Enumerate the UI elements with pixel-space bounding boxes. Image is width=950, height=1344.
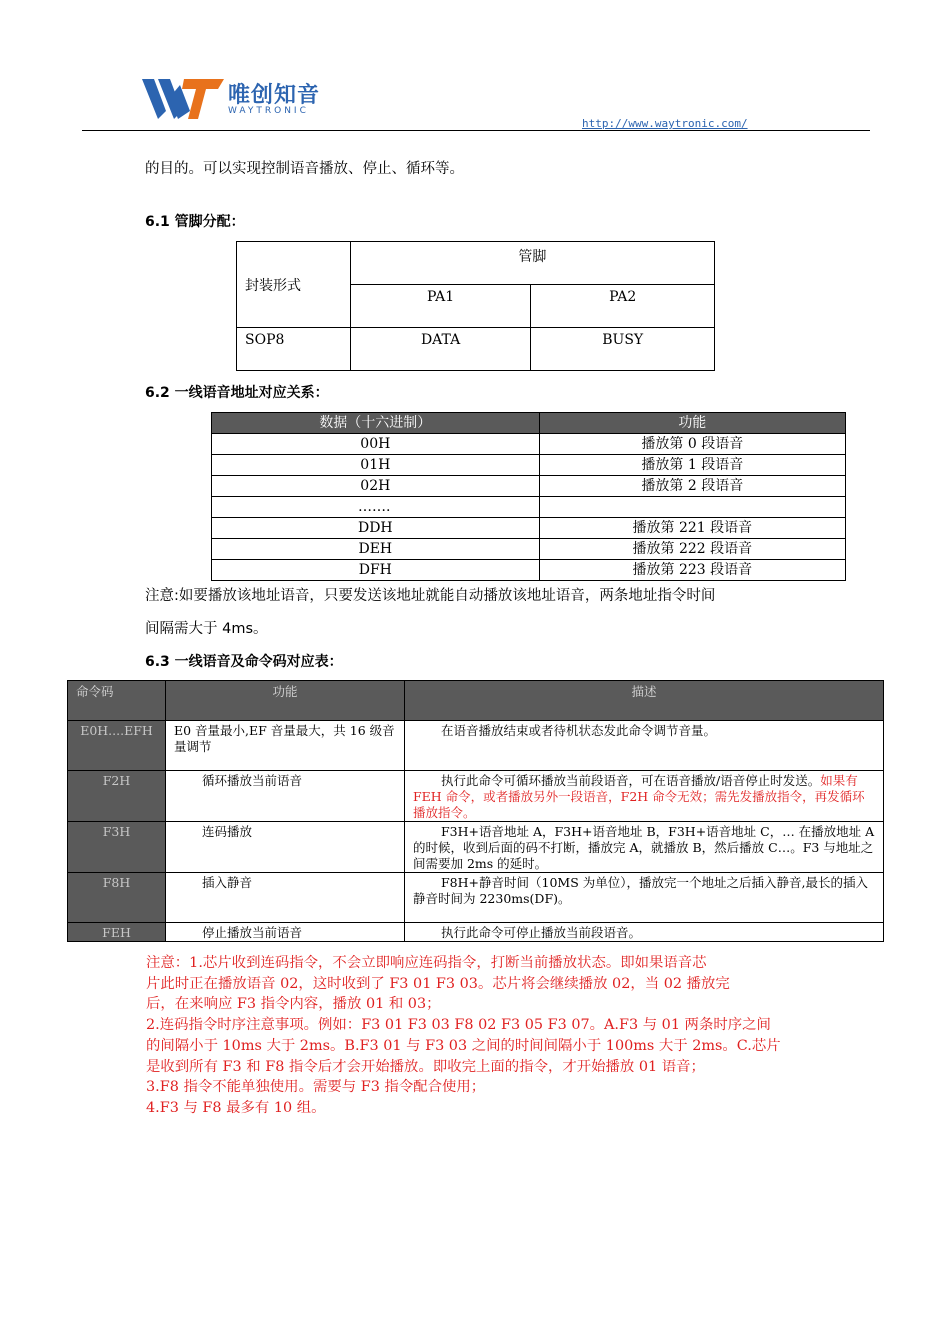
table-row	[68, 923, 884, 942]
table-row	[212, 434, 846, 455]
note-line: 的间隔小于 10ms 大于 2ms。B.F3 01 与 F3 03 之间的时间间隔小于 100ms 大于 2ms。C.芯片	[146, 1037, 781, 1054]
func-cell: 播放第 1 段语音	[539, 455, 845, 476]
pin-assignment-table	[236, 241, 715, 371]
desc-text: F8H+静音时间（10MS 为单位），播放完一个地址之后插入静音,最长的插入静音时间为 2230ms(DF)。	[413, 875, 868, 906]
section-6-2-heading: 6.2 一线语音地址对应关系：	[145, 385, 329, 401]
code-cell: F8H	[68, 873, 166, 923]
table-row	[68, 721, 884, 771]
waytronic-logo-icon	[142, 77, 224, 121]
header-url-link[interactable]: http://www.waytronic.com/	[582, 117, 748, 130]
code-cell: FEH	[68, 923, 166, 942]
func-cell: 播放第 221 段语音	[539, 518, 845, 539]
func-cell: 循环播放当前语音	[166, 771, 405, 822]
desc-cell	[405, 771, 884, 822]
desc-text: 执行此命令可循环播放当前段语音，可在语音播放/语音停止时发送。	[441, 773, 821, 788]
col-desc-header: 描述	[405, 681, 884, 721]
logo-text-cn: 唯创知音	[228, 83, 321, 108]
data-cell: 00H	[212, 434, 540, 455]
desc-cell	[405, 822, 884, 873]
data-cell: DDH	[212, 518, 540, 539]
note-line: 4.F3 与 F8 最多有 10 组。	[146, 1099, 326, 1116]
func-cell: 播放第 2 段语音	[539, 476, 845, 497]
header-divider	[82, 130, 870, 131]
note-line: 注意：1.芯片收到连码指令，不会立即响应连码指令，打断当前播放状态。即如果语音芯	[146, 955, 707, 971]
data-cell: …….	[212, 497, 540, 518]
code-cell: E0H....EFH	[68, 721, 166, 771]
table-row	[68, 822, 884, 873]
package-cell: SOP8	[237, 328, 351, 371]
note-line: 片此时正在播放语音 02，这时收到了 F3 01 F3 03。芯片将会继续播放 02，当 02 播放完	[146, 975, 730, 992]
pa2-value-cell: BUSY	[531, 328, 715, 371]
col-data-header: 数据（十六进制）	[212, 413, 540, 434]
func-cell: 插入静音	[166, 873, 405, 923]
data-cell: DFH	[212, 560, 540, 581]
col-func-header: 功能	[166, 681, 405, 721]
col-func-header: 功能	[539, 413, 845, 434]
address-note-line-2: 间隔需大于 4ms。	[145, 621, 268, 637]
note-line: 后，在来响应 F3 指令内容，播放 01 和 03；	[146, 996, 441, 1013]
pa1-header-cell: PA1	[350, 285, 531, 328]
desc-text: 在语音播放结束或者待机状态发此命令调节音量。	[441, 723, 717, 738]
command-table	[67, 680, 884, 942]
pa1-value-cell: DATA	[350, 328, 531, 371]
table-row	[212, 518, 846, 539]
note-line: 2.连码指令时序注意事项。例如：F3 01 F3 03 F8 02 F3 05 F3 07。A.F3 与 01 两条时序之间	[146, 1017, 771, 1034]
table-row	[68, 873, 884, 923]
table-row	[212, 455, 846, 476]
section-6-3-heading: 6.3 一线语音及命令码对应表：	[145, 654, 343, 670]
command-notes	[146, 953, 811, 1119]
table-row	[212, 539, 846, 560]
func-cell: E0 音量最小,EF 音量最大，共 16 级音量调节	[166, 721, 405, 771]
desc-cell	[405, 873, 884, 923]
address-note-line-1: 注意:如要播放该地址语音，只要发送该地址就能自动播放该地址语音，两条地址指令时间	[145, 588, 716, 604]
desc-cell	[405, 923, 884, 942]
logo-text-en: WAYTRONIC	[228, 106, 309, 116]
pa2-header-cell: PA2	[531, 285, 715, 328]
code-cell: F3H	[68, 822, 166, 873]
desc-text: 执行此命令可停止播放当前段语音。	[441, 925, 642, 940]
desc-warning-text: 如果有 FEH 命令，或者播放另外一段语音，F2H 命令无效；需先发播放指令，再发循环播放指令。	[413, 773, 865, 820]
address-table	[211, 412, 846, 581]
code-cell: F2H	[68, 771, 166, 822]
section-6-1-heading: 6.1 管脚分配：	[145, 214, 245, 230]
func-cell: 播放第 222 段语音	[539, 539, 845, 560]
func-cell: 连码播放	[166, 822, 405, 873]
table-row	[68, 771, 884, 822]
desc-text: F3H+语音地址 A，F3H+语音地址 B，F3H+语音地址 C，… 在播放地址 A 的时候，收到后面的码不打断，播放完 A，就播放 B，然后播放 C…。F3 与地址之间需要加 2ms 的延时。	[413, 824, 875, 871]
note-line: 是收到所有 F3 和 F8 指令后才会开始播放。即收完上面的指令，才开始播放 01 语音；	[146, 1058, 705, 1075]
table-row	[212, 476, 846, 497]
pin-header-cell: 管脚	[350, 242, 714, 285]
func-cell: 播放第 223 段语音	[539, 560, 845, 581]
data-cell: 02H	[212, 476, 540, 497]
package-header-cell: 封装形式	[237, 242, 351, 328]
func-cell: 播放第 0 段语音	[539, 434, 845, 455]
table-row	[212, 560, 846, 581]
table-row	[212, 497, 846, 518]
intro-text: 的目的。可以实现控制语音播放、停止、循环等。	[145, 161, 464, 177]
func-cell: 停止播放当前语音	[166, 923, 405, 942]
desc-cell	[405, 721, 884, 771]
func-cell	[539, 497, 845, 518]
data-cell: DEH	[212, 539, 540, 560]
col-code-header: 命令码	[68, 681, 166, 721]
note-line: 3.F8 指令不能单独使用。需要与 F3 指令配合使用；	[146, 1079, 486, 1096]
data-cell: 01H	[212, 455, 540, 476]
